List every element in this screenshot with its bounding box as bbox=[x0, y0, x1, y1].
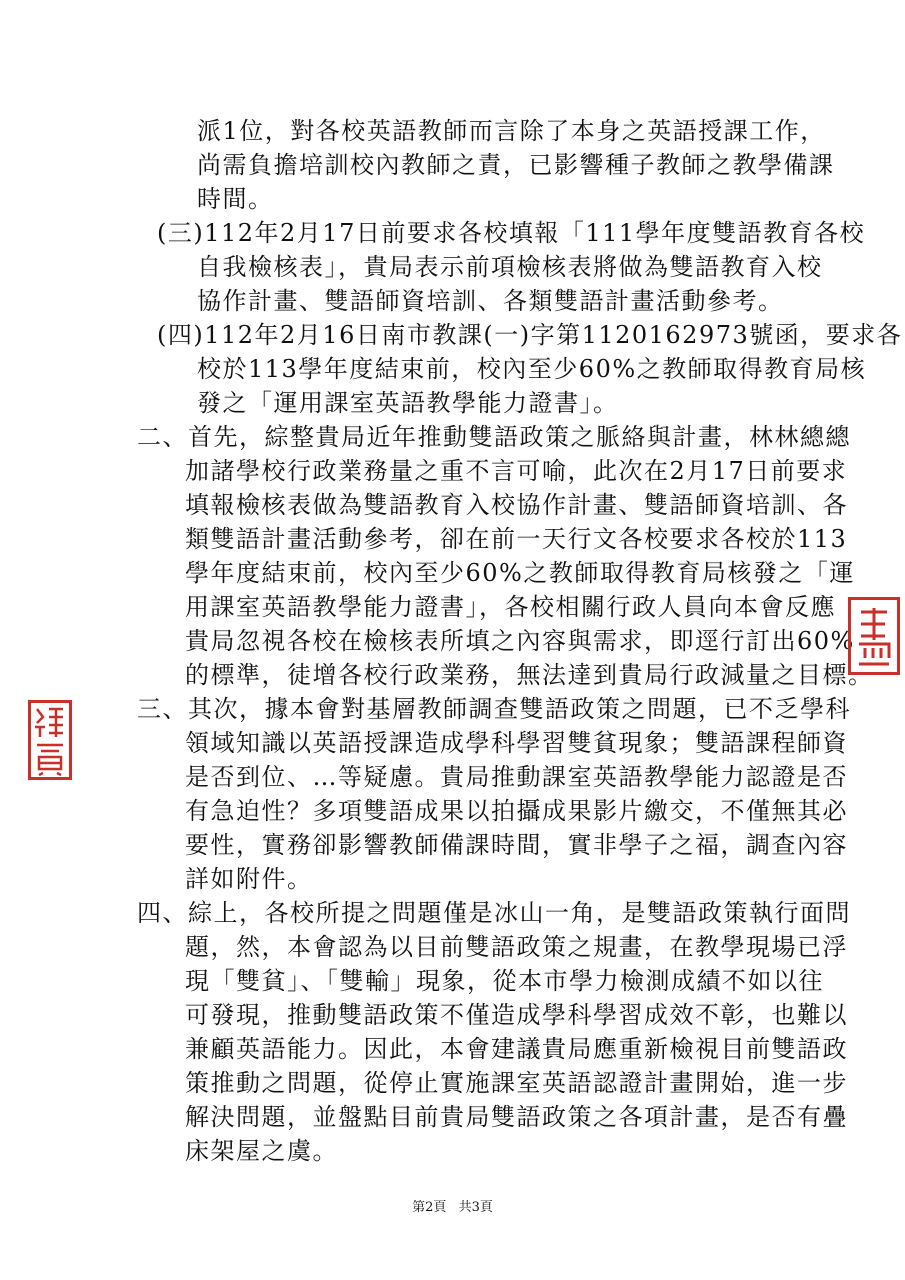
text-line: 策推動之問題，從停止實施課室英語認證計畫開始，進一步 bbox=[185, 1069, 848, 1097]
text-line: (三)112年2月17日前要求各校填報「111學年度雙語教育各校 bbox=[157, 219, 866, 247]
text-line: 派1位，對各校英語教師而言除了本身之英語授課工作， bbox=[197, 117, 826, 145]
text-line: 加諸學校行政業務量之重不言可喻，此次在2月17日前要求 bbox=[185, 457, 848, 485]
text-line: 貴局忽視各校在檢核表所填之內容與需求，即逕行訂出60% bbox=[185, 627, 855, 655]
text-line: 解決問題，並盤點目前貴局雙語政策之各項計畫，是否有疊 bbox=[185, 1103, 848, 1131]
text-line: 兼顧英語能力。因此，本會建議貴局應重新檢視目前雙語政 bbox=[185, 1035, 848, 1063]
page-number-current: 第2頁 bbox=[412, 1200, 447, 1215]
page-number-total: 共3頁 bbox=[458, 1200, 493, 1215]
text-line: 用課室英語教學能力證書」，各校相關行政人員向本會反應 bbox=[185, 593, 836, 621]
text-line: 題，然，本會認為以目前雙語政策之規畫，在教學現場已浮 bbox=[185, 933, 848, 961]
text-line: 是否到位、…等疑慮。貴局推動課室英語教學能力認證是否 bbox=[185, 763, 848, 791]
text-line: 校於113學年度結束前，校內至少60%之教師取得教育局核 bbox=[197, 355, 867, 383]
text-line: 時間。 bbox=[197, 185, 274, 213]
page-footer bbox=[0, 1196, 905, 1215]
text-line: 四、綜上，各校所提之問題僅是冰山一角，是雙語政策執行面問 bbox=[137, 899, 851, 927]
text-line: 協作計畫、雙語師資培訓、各類雙語計畫活動參考。 bbox=[197, 287, 784, 315]
text-line: 要性，實務卻影響教師備課時間，實非學子之福，調查內容 bbox=[185, 831, 848, 859]
text-line: 可發現，推動雙語政策不僅造成學科學習成效不彰，也難以 bbox=[185, 1001, 848, 1029]
red-seal-stamp-left bbox=[28, 700, 72, 780]
text-line: 的標準，徒增各校行政業務，無法達到貴局行政減量之目標。 bbox=[185, 661, 874, 689]
text-line: 學年度結束前，校內至少60%之教師取得教育局核發之「運 bbox=[185, 559, 855, 587]
text-line: 填報檢核表做為雙語教育入校協作計畫、雙語師資培訓、各 bbox=[185, 491, 848, 519]
text-line: 三、其次，據本會對基層教師調查雙語政策之問題，已不乏學科 bbox=[137, 695, 851, 723]
text-line: 二、首先，綜整貴局近年推動雙語政策之脈絡與計畫，林林總總 bbox=[137, 423, 851, 451]
seal-right-icon bbox=[851, 600, 897, 672]
text-line: 現「雙貧」、「雙輸」現象，從本市學力檢測成績不如以往 bbox=[185, 967, 824, 995]
text-line: 床架屋之虞。 bbox=[185, 1137, 338, 1165]
text-line: (四)112年2月16日南市教課(一)字第1120162973號函，要求各 bbox=[157, 321, 903, 349]
text-line: 自我檢核表」，貴局表示前項檢核表將做為雙語教育入校 bbox=[197, 253, 823, 281]
text-line: 尚需負擔培訓校內教師之責，已影響種子教師之教學備課 bbox=[197, 151, 835, 179]
text-line: 詳如附件。 bbox=[185, 865, 313, 893]
red-seal-stamp-right bbox=[848, 597, 900, 675]
text-line: 發之「運用課室英語教學能力證書」。 bbox=[197, 389, 619, 417]
text-line: 領域知識以英語授課造成學科學習雙貧現象；雙語課程師資 bbox=[185, 729, 848, 757]
text-line: 有急迫性？多項雙語成果以拍攝成果影片繳交，不僅無其必 bbox=[185, 797, 848, 825]
text-line: 類雙語計畫活動參考，卻在前一天行文各校要求各校於113 bbox=[185, 525, 848, 553]
seal-left-icon bbox=[31, 703, 69, 777]
